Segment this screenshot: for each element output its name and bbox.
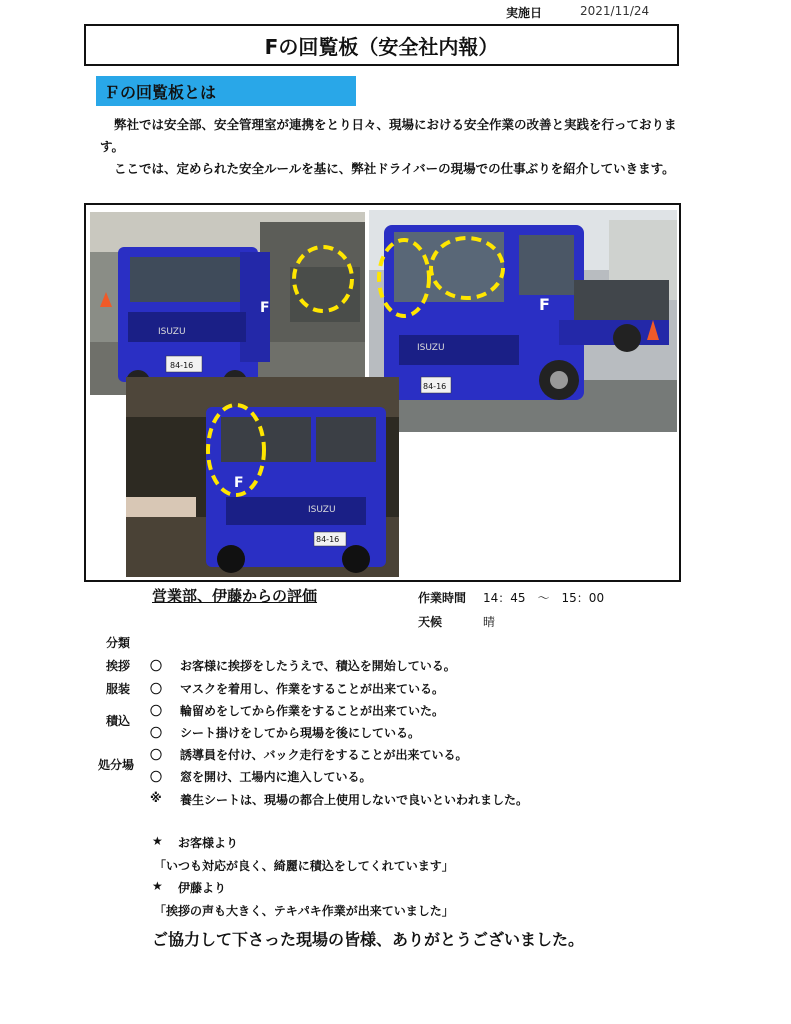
date-value: 2021/11/24 — [580, 4, 650, 18]
weather-label: 天候 — [418, 615, 443, 629]
checklist-item — [150, 746, 468, 763]
evaluation-title: 営業部、伊藤からの評価 — [152, 587, 318, 605]
check-mark: 〇 — [150, 726, 163, 740]
customer-heading-text: お客様より — [178, 836, 239, 850]
category-header: 分類 — [106, 636, 131, 650]
work-time-value: 14：45 ～ 15：00 — [483, 591, 605, 605]
plate-text: 84-16 — [170, 361, 194, 370]
intro-paragraph-2: ここでは、定められた安全ルールを基に、弊社ドライバーの現場での仕事ぶりを紹介していきます。 — [114, 161, 675, 176]
category-loading: 積込 — [106, 714, 131, 728]
ito-comment: 「挨拶の声も大きく、テキパキ作業が出来ていました」 — [154, 904, 454, 918]
star-icon: ★ — [152, 879, 163, 893]
checklist-text: マスクを着用し、作業をすることが出来ている。 — [180, 682, 445, 696]
checklist-item — [150, 680, 444, 697]
check-mark: 〇 — [150, 659, 163, 673]
customer-comment: 「いつも対応が良く、綺麗に積込をしてくれています」 — [154, 859, 454, 873]
check-mark: 〇 — [150, 748, 163, 762]
checklist-note — [150, 791, 528, 808]
checklist-text: 誘導員を付け、バック走行をすることが出来ている。 — [180, 748, 468, 762]
checklist-item — [150, 702, 444, 719]
photo-frame — [84, 203, 681, 582]
check-mark: 〇 — [150, 682, 163, 696]
closing-message: ご協力して下さった現場の皆様、ありがとうございました。 — [152, 930, 585, 949]
checklist-item — [150, 768, 372, 785]
customer-comment-heading — [152, 834, 238, 851]
ito-heading-text: 伊藤より — [178, 881, 227, 895]
truck-photo-side — [369, 210, 677, 432]
checklist-text: お客様に挨拶をしたうえで、積込を開始している。 — [180, 659, 456, 673]
truck-brand-text-3: ISUZU — [308, 505, 336, 515]
checklist-text: シート掛けをしてから現場を後にしている。 — [180, 726, 421, 740]
date-label: 実施日 — [506, 6, 543, 20]
checklist-text: 輪留めをしてから作業をすることが出来ていた。 — [180, 704, 445, 718]
check-mark: 〇 — [150, 770, 163, 784]
category-disposal-site: 処分場 — [98, 758, 135, 772]
door-logo-text: F — [260, 300, 270, 316]
checklist-text: 養生シートは、現場の都合上使用しないで良いといわれました。 — [180, 793, 529, 807]
checklist-text: 窓を開け、工場内に進入している。 — [180, 770, 372, 784]
category-greeting: 挨拶 — [106, 659, 131, 673]
check-mark: 〇 — [150, 704, 163, 718]
door-logo-text-2: F — [539, 295, 550, 314]
checklist-item — [150, 724, 420, 741]
weather-value: 晴 — [483, 615, 496, 629]
plate-text-3: 84-16 — [316, 535, 340, 544]
ito-comment-heading — [152, 879, 226, 896]
truck-photo-warehouse — [126, 377, 399, 577]
section-heading: Ｆの回覧板とは — [96, 76, 356, 106]
truck-brand-text: ISUZU — [158, 327, 186, 337]
checklist-item — [150, 657, 456, 674]
intro-paragraph-1: 弊社では安全部、安全管理室が連携をとり日々、現場における安全作業の改善と実践を行っております。 — [100, 117, 677, 154]
truck-photo-front — [90, 212, 365, 395]
plate-text-2: 84-16 — [423, 382, 447, 391]
page-title: Fの回覧板（安全社内報） — [84, 24, 679, 66]
work-time-label: 作業時間 — [418, 591, 467, 605]
note-mark: ※ — [150, 791, 162, 805]
door-logo-text-3: F — [234, 475, 244, 491]
truck-brand-text-2: ISUZU — [417, 343, 445, 353]
star-icon: ★ — [152, 834, 163, 848]
category-attire: 服装 — [106, 682, 131, 696]
